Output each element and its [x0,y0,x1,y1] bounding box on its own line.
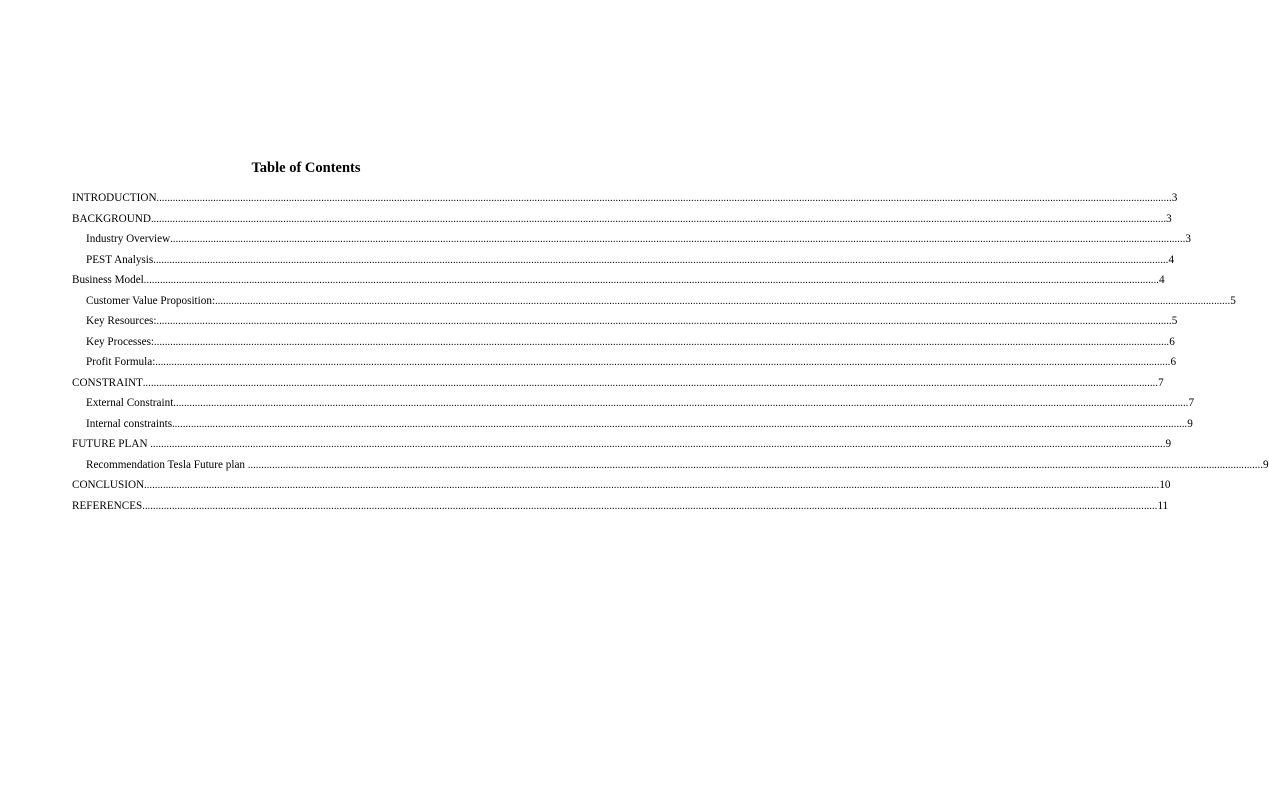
toc-dot-leader: ........................................................................................................................................................................................................................................................................................................................................................................................ [156,193,1172,204]
toc-entry-profit-formula[interactable] [86,354,1177,370]
toc-entry-constraint[interactable] [72,375,1164,391]
toc-page-number: 5 [1171,315,1178,327]
toc-entry-references[interactable] [72,498,1169,514]
toc-page-number: 3 [1171,192,1178,204]
toc-page-number: 3 [1185,233,1191,245]
toc-page-number: 3 [1166,212,1172,225]
toc-entry-background[interactable] [72,211,1172,227]
toc-entry-business-model[interactable] [72,272,1165,288]
toc-page-number: 9 [1187,417,1193,430]
toc-entry-external-constraint[interactable] [86,395,1195,411]
toc-entry-label: Recommendation Tesla Future plan [86,458,248,471]
toc-entry-label: CONSTRAINT [72,376,143,389]
toc-entry-label: Customer Value Proposition: [86,294,216,307]
toc-entry-label: Business Model [72,274,144,286]
toc-dot-leader: ........................................................................................................................................................................................................................................................................................................................................................................................ [173,398,1189,409]
toc-entry-label: Key Resources: [86,315,157,327]
toc-entry-introduction[interactable] [72,190,1178,206]
toc-page-number: 4 [1168,253,1175,266]
toc-dot-leader: ........................................................................................................................................................................................................................................................................................................................................................................................ [142,500,1158,512]
toc-entry-industry-overview[interactable] [86,231,1191,247]
toc-dot-leader: ........................................................................................................................................................................................................................................................................................................................................................................................ [156,316,1172,327]
toc-entry-label: Industry Overview [86,233,171,245]
toc-entry-label: CONCLUSION [72,479,145,491]
toc-entry-label: External Constraint [86,397,174,409]
toc-entry-conclusion[interactable] [72,477,1171,493]
toc-dot-leader: ........................................................................................................................................................................................................................................................................................................................................................................................ [247,459,1264,471]
toc-dot-leader: ........................................................................................................................................................................................................................................................................................................................................................................................ [170,234,1186,245]
toc-dot-leader: ........................................................................................................................................................................................................................................................................................................................................................................................ [150,439,1166,450]
toc-page-number: 9 [1165,438,1172,450]
toc-dot-leader: ........................................................................................................................................................................................................................................................................................................................................................................................ [215,295,1231,307]
toc-entry-label: BACKGROUND [72,212,151,225]
toc-entry-recommendation-tesla-future-plan[interactable] [86,457,1269,473]
toc-page-number: 7 [1158,376,1164,389]
toc-dot-leader: ........................................................................................................................................................................................................................................................................................................................................................................................ [143,275,1159,286]
toc-entry-label: INTRODUCTION [72,192,157,204]
toc-page-number: 4 [1159,274,1165,286]
toc-entry-label: PEST Analysis [86,253,154,266]
toc-entry-internal-constraints[interactable] [86,416,1193,432]
toc-dot-leader: ........................................................................................................................................................................................................................................................................................................................................................................................ [153,254,1169,266]
toc-page-number: 10 [1159,479,1171,491]
toc-entry-label: REFERENCES [72,499,143,512]
toc-page-number: 11 [1157,499,1169,512]
toc-entry-label: Profit Formula: [86,356,156,368]
toc-dot-leader: ........................................................................................................................................................................................................................................................................................................................................................................................ [155,357,1171,368]
toc-entry-label: FUTURE PLAN [72,438,151,450]
toc-dot-leader: ........................................................................................................................................................................................................................................................................................................................................................................................ [172,418,1188,430]
toc-entry-pest-analysis[interactable] [86,252,1175,268]
toc-entry-key-resources[interactable] [86,313,1178,329]
toc-page-number: 7 [1188,397,1195,409]
toc-page-number: 6 [1169,335,1175,348]
toc-page-number: 9 [1263,458,1269,471]
toc-heading: Table of Contents [251,160,361,176]
toc-entry-key-processes[interactable] [86,334,1175,350]
toc-entry-customer-value-proposition[interactable] [86,293,1236,309]
toc-entry-label: Internal constraints [86,417,173,430]
toc-page-number: 5 [1230,294,1236,307]
toc-dot-leader: ........................................................................................................................................................................................................................................................................................................................................................................................ [154,336,1170,348]
toc-dot-leader: ........................................................................................................................................................................................................................................................................................................................................................................................ [144,480,1160,491]
toc-entry-future-plan[interactable] [72,436,1172,452]
toc-entry-label: Key Processes: [86,335,155,348]
toc-dot-leader: ........................................................................................................................................................................................................................................................................................................................................................................................ [142,377,1159,389]
toc-dot-leader: ........................................................................................................................................................................................................................................................................................................................................................................................ [150,213,1167,225]
toc-page-number: 6 [1170,356,1177,368]
